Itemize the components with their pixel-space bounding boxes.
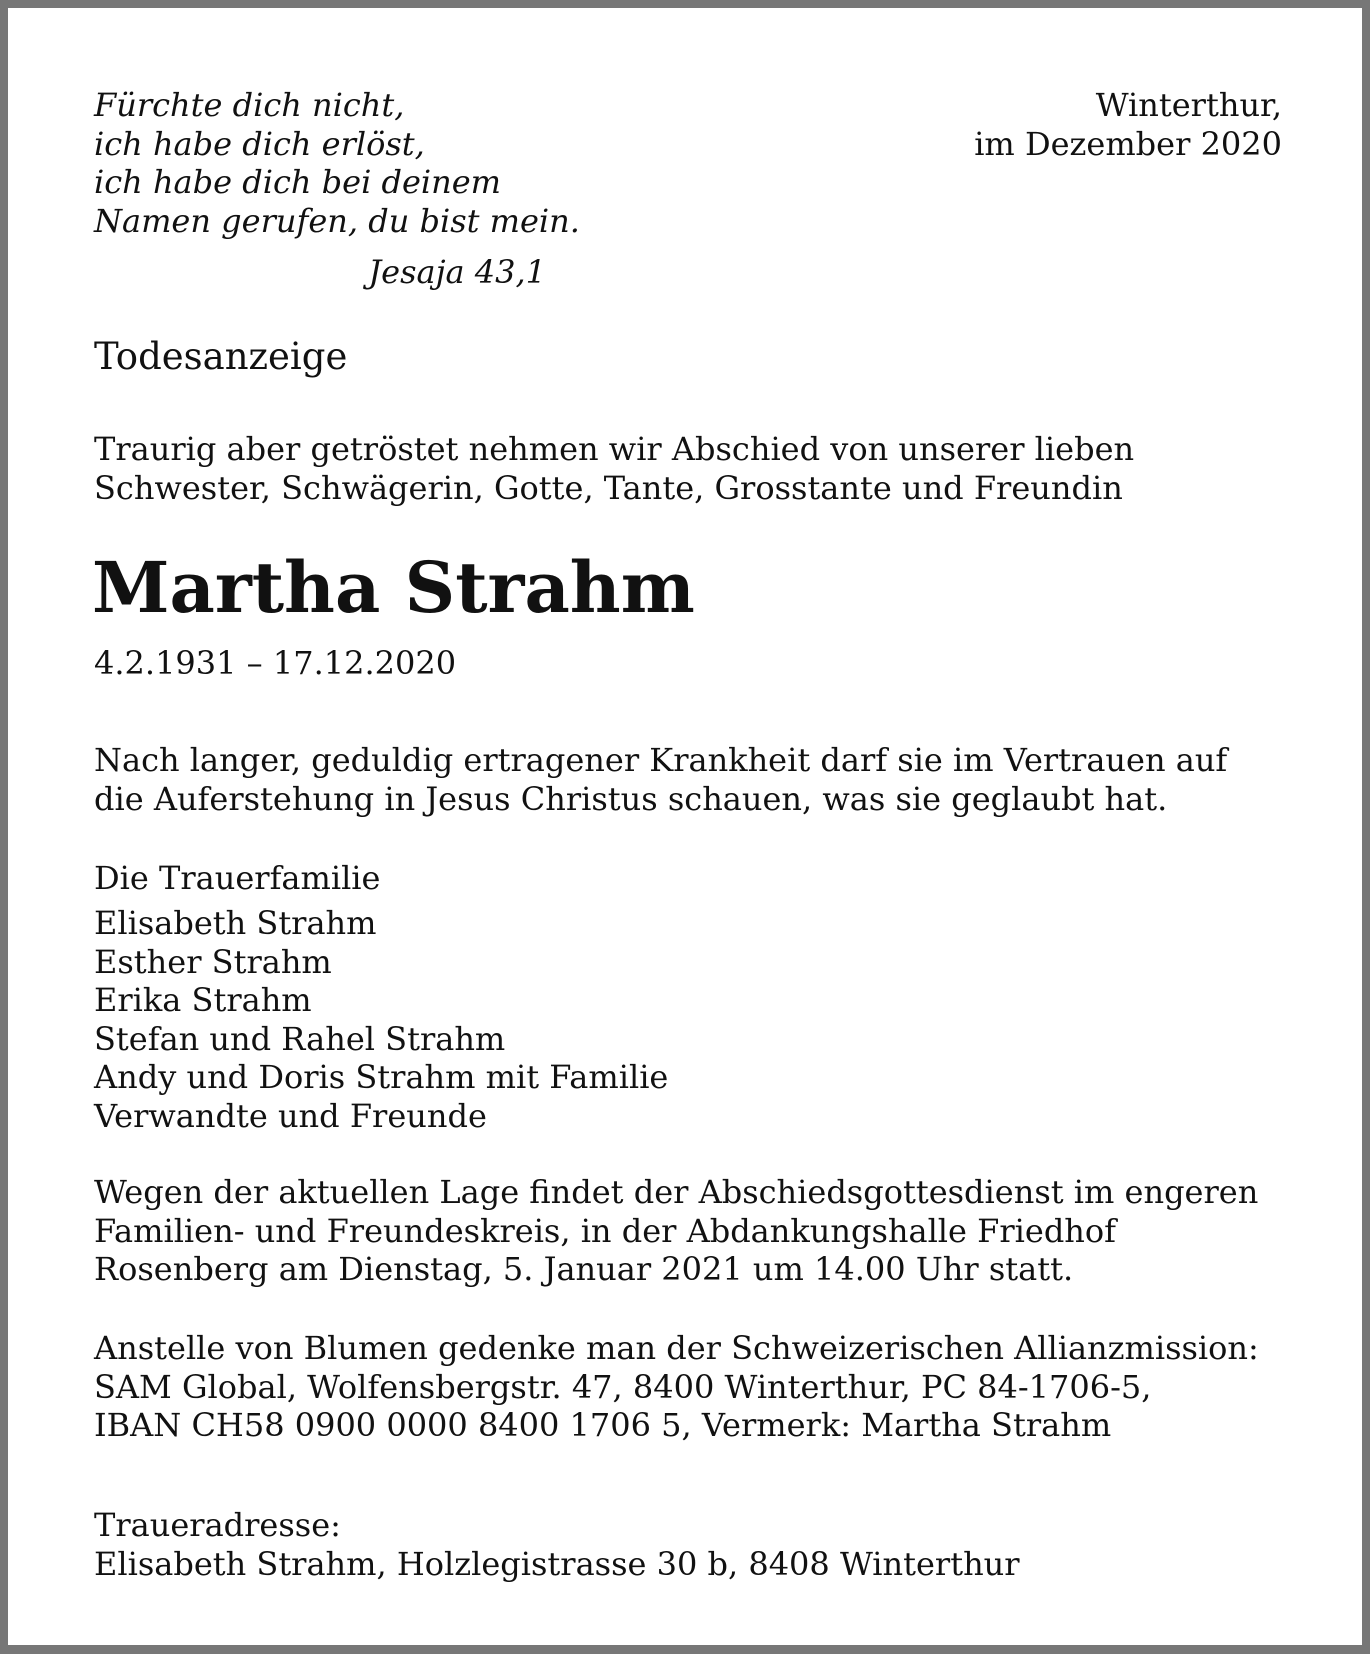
donation-line: IBAN CH58 0900 0000 8400 1706 5, Vermerk: Martha Strahm bbox=[94, 1406, 1112, 1444]
life-dates: 4.2.1931 – 17.12.2020 bbox=[94, 644, 457, 682]
date: im Dezember 2020 bbox=[974, 124, 1282, 163]
service-info bbox=[94, 1173, 1258, 1289]
service-line: Wegen der aktuellen Lage findet der Abschiedsgottesdienst im engeren bbox=[94, 1173, 1259, 1211]
family-member: Andy und Doris Strahm mit Familie bbox=[94, 1058, 669, 1096]
bible-quote bbox=[94, 86, 580, 240]
place-date bbox=[974, 86, 1282, 163]
quote-line: ich habe dich erlöst, bbox=[94, 124, 425, 163]
quote-line: Namen gerufen, du bist mein. bbox=[94, 201, 580, 240]
message-text bbox=[94, 741, 1227, 818]
heading: Todesanzeige bbox=[94, 335, 348, 378]
family-member: Verwandte und Freunde bbox=[94, 1096, 487, 1135]
donation-info bbox=[94, 1329, 1259, 1445]
family-title: Die Trauerfamilie bbox=[94, 859, 381, 897]
service-line: Rosenberg am Dienstag, 5. Januar 2021 um 14.00 Uhr statt. bbox=[94, 1250, 1074, 1288]
intro-text bbox=[94, 430, 1134, 507]
address-value: Elisabeth Strahm, Holzlegistrasse 30 b, 8408 Winterthur bbox=[94, 1544, 1020, 1583]
intro-line: Traurig aber getröstet nehmen wir Abschied von unserer lieben bbox=[94, 430, 1135, 468]
obituary-notice bbox=[8, 8, 1362, 1645]
quote-line: ich habe dich bei deinem bbox=[94, 163, 502, 201]
family-members bbox=[94, 904, 668, 1135]
place: Winterthur, bbox=[1095, 86, 1282, 124]
address-label: Traueradresse: bbox=[94, 1506, 341, 1544]
intro-line: Schwester, Schwägerin, Gotte, Tante, Grosstante und Freundin bbox=[94, 468, 1123, 507]
message-line: die Auferstehung in Jesus Christus schauen, was sie geglaubt hat. bbox=[94, 779, 1168, 818]
donation-line: Anstelle von Blumen gedenke man der Schweizerischen Allianzmission: bbox=[94, 1329, 1259, 1367]
family-member: Elisabeth Strahm bbox=[94, 904, 377, 942]
quote-line: Fürchte dich nicht, bbox=[94, 86, 405, 124]
family-member: Erika Strahm bbox=[94, 981, 312, 1019]
deceased-name: Martha Strahm bbox=[92, 546, 695, 629]
donation-line: SAM Global, Wolfensbergstr. 47, 8400 Winterthur, PC 84-1706-5, bbox=[94, 1367, 1152, 1406]
family-member: Esther Strahm bbox=[94, 942, 332, 981]
family-member: Stefan und Rahel Strahm bbox=[94, 1019, 506, 1058]
quote-reference: Jesaja 43,1 bbox=[368, 253, 546, 291]
service-line: Familien- und Freundeskreis, in der Abdankungshalle Friedhof bbox=[94, 1211, 1117, 1250]
message-line: Nach langer, geduldig ertragener Krankheit darf sie im Vertrauen auf bbox=[94, 741, 1228, 779]
mourning-address bbox=[94, 1506, 1020, 1583]
